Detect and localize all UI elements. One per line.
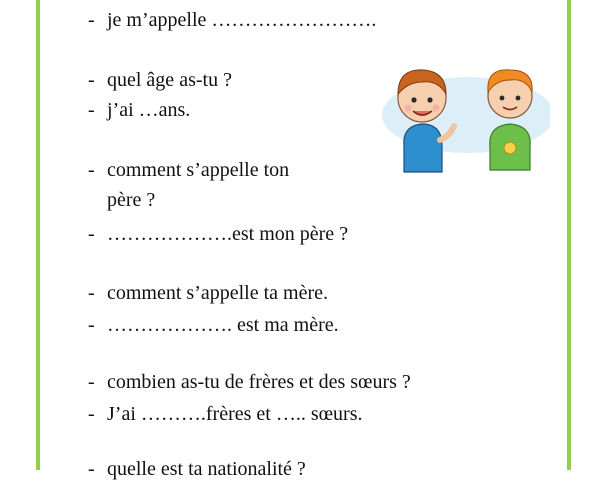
page-border-left [36,0,40,470]
worksheet-line-father-question: - comment s’appelle ton [88,159,290,181]
two-boys-talking-illustration [382,60,550,178]
worksheet-line-siblings-answer: - J’ai ……….frères et ….. sœurs. [88,403,363,425]
worksheet-line-name: - je m’appelle ……………………. [88,9,377,31]
worksheet-line-age-question: - quel âge as-tu ? [88,69,232,91]
worksheet-line-siblings-question: - combien as-tu de frères et des sœurs ? [88,371,411,393]
worksheet-line-mother-answer: - ………………. est ma mère. [88,314,339,336]
worksheet-line-nationality-question: - quelle est ta nationalité ? [88,458,306,480]
worksheet-line-mother-question: - comment s’appelle ta mère. [88,282,329,304]
worksheet-line-father-answer: - ……………….est mon père ? [88,223,349,245]
worksheet-line-father-question-cont: père ? [107,189,156,211]
page-border-right [567,0,571,470]
worksheet-line-age-answer: - j’ai …ans. [88,99,191,121]
